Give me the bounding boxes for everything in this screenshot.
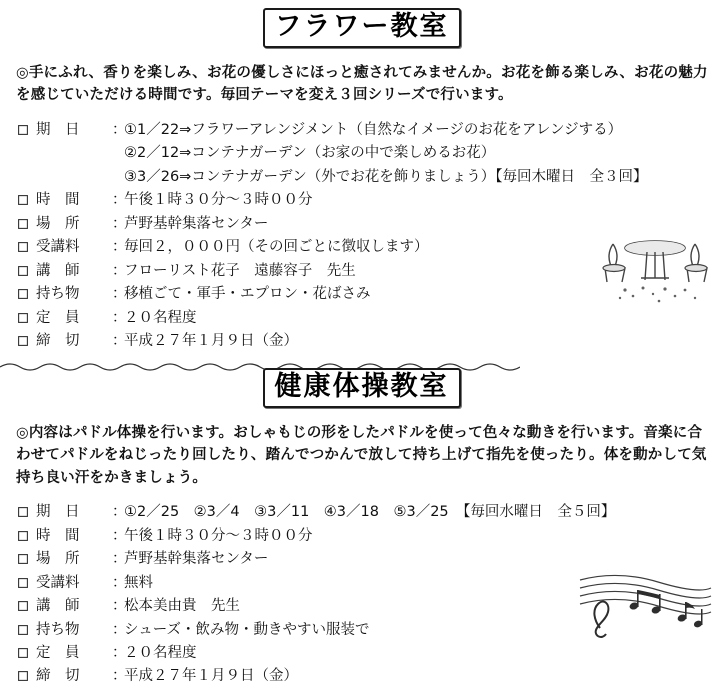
square-bullet-icon: [18, 572, 36, 588]
item-value: 平成２７年１月９日（金）: [124, 668, 298, 685]
item-value: 移植ごて・軍手・エプロン・花ばさみ: [124, 286, 371, 303]
lead-text: 手にふれ、香りを楽しみ、お花の優しさにほっと癒されてみませんか。お花を飾る楽しみ、お花の魅力を感じていただける時間です。毎回テーマを変え３回シリーズで行います。: [16, 64, 708, 104]
item-value: 松本美由貴 先生: [124, 598, 240, 615]
item-label: 持ち物: [36, 286, 80, 303]
section-title-wrap: [0, 8, 723, 48]
item-colon: ：: [112, 239, 127, 256]
item-colon: ：: [112, 668, 127, 685]
item-label: 期 日: [36, 504, 80, 521]
item-value: 無料: [124, 574, 153, 591]
list-item: [18, 307, 723, 330]
square-bullet-icon: [18, 665, 36, 681]
item-value: 芦野基幹集落センター: [124, 551, 269, 568]
lead-text: 内容はパドル体操を行います。おしゃもじの形をしたパドルを使って色々な動きを行います。音楽に合わせてパドルをねじったり回したり、踏んでつかんで放して持ち上げて指先を使ったり。体を動かして気持ち良い汗をかきましょう。: [16, 424, 707, 486]
item-value: ２０名程度: [124, 309, 197, 326]
item-colon: ：: [112, 286, 127, 303]
item-value: ①2／25 ②3／4 ③3／11 ④3／18 ⑤3／25 【毎回水曜日 全５回】: [124, 504, 616, 521]
item-value: 平成２７年１月９日（金）: [124, 332, 298, 349]
item-label: 場 所: [36, 551, 80, 568]
item-label: 定 員: [36, 309, 80, 326]
item-label: 講 師: [36, 262, 80, 279]
item-value: 芦野基幹集落センター: [124, 215, 269, 232]
item-colon: ：: [112, 332, 127, 349]
item-colon: ：: [112, 527, 127, 544]
item-sub-value: ③3／26⇒コンテナガーデン（外でお花を飾りましょう）【毎回木曜日 全３回】: [124, 168, 648, 185]
page-title: フラワー教室: [263, 8, 461, 48]
lead-marker-icon: ◎: [16, 64, 29, 81]
square-bullet-icon: [18, 548, 36, 564]
square-bullet-icon: [18, 595, 36, 611]
section-flower-class: [0, 8, 723, 377]
item-sub-value: ②2／12⇒コンテナガーデン（お家の中で楽しめるお花）: [124, 145, 496, 162]
item-value: 毎回２，０００円（その回ごとに徴収します）: [124, 239, 429, 256]
item-colon: ：: [112, 192, 127, 209]
square-bullet-icon: [18, 307, 36, 323]
square-bullet-icon: [18, 189, 36, 205]
item-label: 締 切: [36, 332, 80, 349]
item-colon: ：: [112, 504, 127, 521]
item-value: 午後１時３０分～３時００分: [124, 192, 313, 209]
list-item: [18, 501, 723, 524]
square-bullet-icon: [18, 236, 36, 252]
square-bullet-icon: [18, 213, 36, 229]
item-value: シューズ・飲み物・動きやすい服装で: [124, 621, 370, 638]
list-item: [18, 189, 723, 212]
item-label: 期 日: [36, 121, 80, 138]
item-value: 午後１時３０分～３時００分: [124, 527, 313, 544]
square-bullet-icon: [18, 330, 36, 346]
item-value: フローリスト花子 遠藤容子 先生: [124, 262, 356, 279]
lead-paragraph: [0, 422, 723, 489]
item-colon: ：: [112, 215, 127, 232]
item-label: 時 間: [36, 527, 80, 544]
music-notes-staff-icon: [578, 566, 713, 644]
square-bullet-icon: [18, 119, 36, 135]
item-colon: ：: [112, 621, 127, 638]
item-label: 受講料: [36, 574, 80, 591]
item-label: 定 員: [36, 645, 80, 661]
item-colon: ：: [112, 598, 127, 615]
item-colon: ：: [112, 574, 127, 591]
item-colon: ：: [112, 645, 127, 661]
square-bullet-icon: [18, 283, 36, 299]
list-item: [18, 330, 723, 353]
square-bullet-icon: [18, 642, 36, 658]
item-label: 時 間: [36, 192, 80, 209]
square-bullet-icon: [18, 525, 36, 541]
item-colon: ：: [112, 551, 127, 568]
garden-table-chairs-icon: [595, 228, 715, 308]
square-bullet-icon: [18, 260, 36, 276]
list-item: [18, 525, 723, 548]
lead-paragraph: [0, 62, 723, 107]
item-label: 講 師: [36, 598, 80, 615]
item-value: ①1／22⇒フラワーアレンジメント（自然なイメージのお花をアレンジする）: [124, 121, 623, 138]
list-item: [18, 665, 723, 688]
item-label: 受講料: [36, 239, 80, 256]
lead-marker-icon: ◎: [16, 424, 29, 441]
item-colon: ：: [112, 121, 127, 138]
item-colon: ：: [112, 262, 127, 279]
square-bullet-icon: [18, 619, 36, 635]
item-label: 場 所: [36, 215, 80, 232]
item-colon: ：: [112, 309, 127, 326]
list-item: [18, 119, 723, 142]
list-item: [18, 642, 723, 665]
page-title: 健康体操教室: [263, 368, 461, 408]
item-label: 締 切: [36, 668, 80, 685]
section-title-wrap: [0, 368, 723, 408]
item-value: ２０名程度: [124, 645, 197, 661]
square-bullet-icon: [18, 501, 36, 517]
item-label: 持ち物: [36, 621, 80, 638]
